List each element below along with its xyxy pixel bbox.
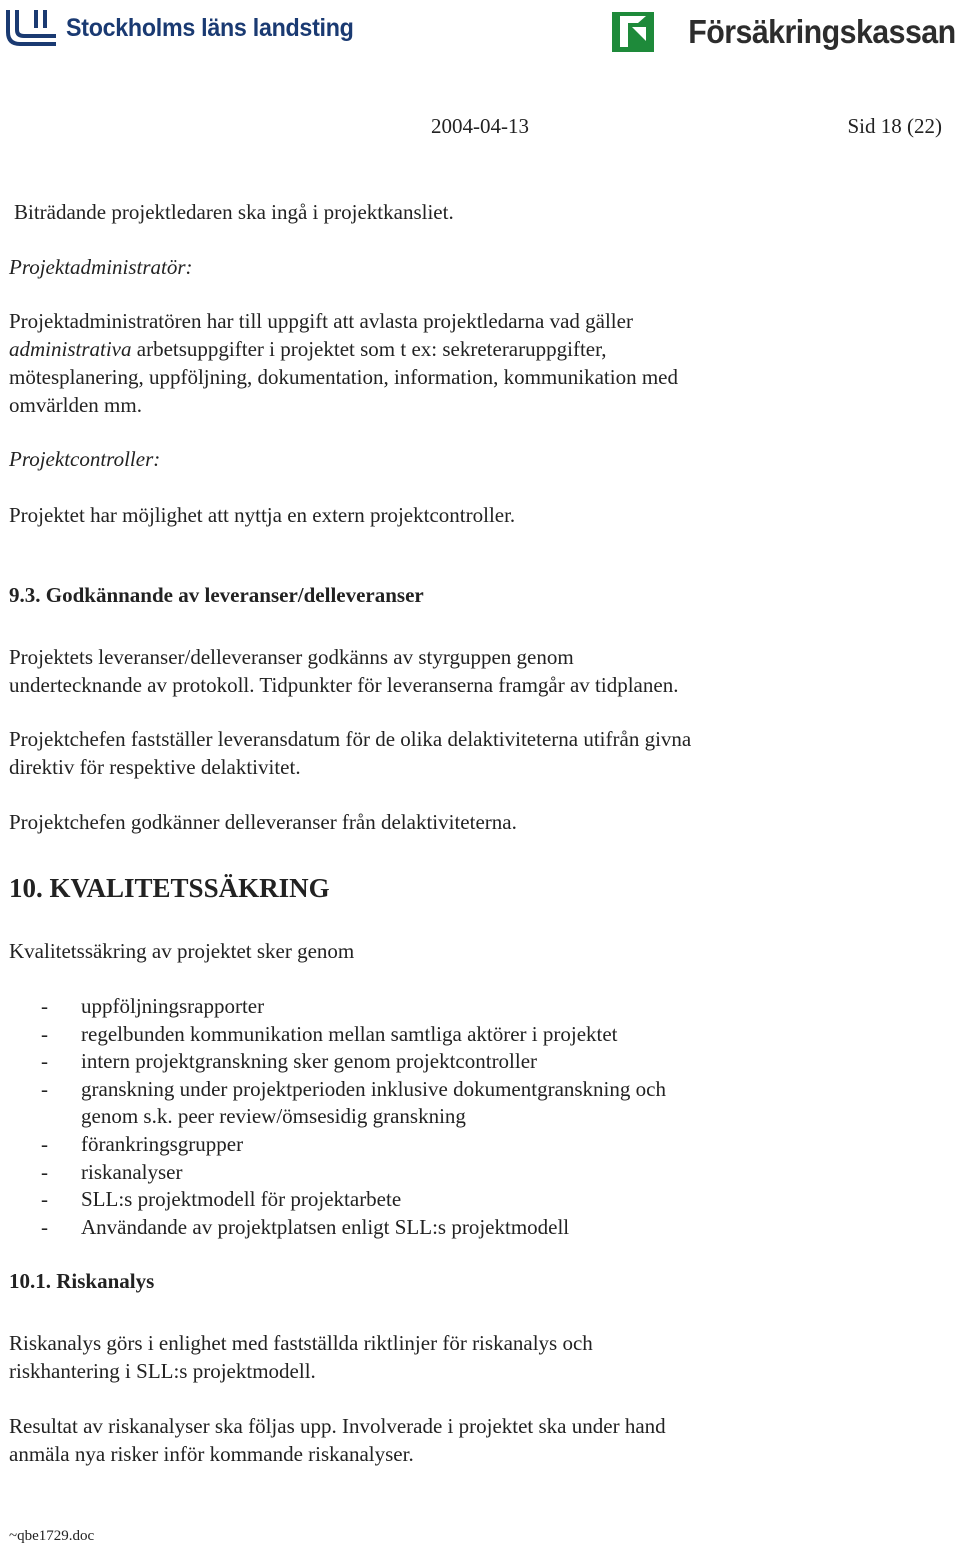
list-item-continuation	[9, 1103, 909, 1131]
text-line: Resultat av riskanalyser ska följas upp. Involverade i projektet ska under hand	[9, 1414, 666, 1438]
paragraph-quality-intro: Kvalitetssäkring av projektet sker genom	[9, 939, 355, 963]
list-dash: -	[41, 1214, 48, 1239]
document-date: 2004-04-13	[431, 114, 529, 138]
paragraph-partial-deliveries: Projektchefen godkänner delleveranser från delaktiviteterna.	[9, 810, 517, 834]
list-item-text: riskanalyser	[81, 1159, 183, 1184]
list-item	[9, 1076, 909, 1104]
list-item	[9, 1131, 909, 1159]
sll-logo	[4, 4, 375, 52]
text-span: arbetsuppgifter i projektet som t ex: sekreteraruppgifter,	[131, 337, 607, 361]
list-dash: -	[41, 1187, 48, 1212]
sll-logo-text: Stockholms läns landsting	[66, 13, 354, 42]
list-item-text: granskning under projektperioden inklusive dokumentgranskning och	[81, 1076, 666, 1101]
paragraph-delivery-dates	[9, 725, 909, 781]
text-line: Projektadministratören har till uppgift att avlasta projektledarna vad gäller	[9, 309, 633, 333]
footer-filename: ~qbe1729.doc	[9, 1528, 95, 1544]
fk-logo-icon	[611, 11, 655, 53]
list-item-text: intern projektgranskning sker genom projektcontroller	[81, 1049, 538, 1074]
paragraph-controller: Projektet har möjlighet att nyttja en extern projektcontroller.	[9, 503, 516, 527]
list-item-text: uppföljningsrapporter	[81, 994, 265, 1018]
list-dash: -	[41, 994, 48, 1018]
list-item-text: förankringsgrupper	[81, 1131, 244, 1156]
text-line: anmäla nya risker inför kommande riskanalyser.	[9, 1442, 414, 1466]
list-item-text: regelbunden kommunikation mellan samtliga aktörer i projektet	[81, 1021, 618, 1046]
heading-10: 10. KVALITETSSÄKRING	[9, 873, 330, 903]
heading-10-1: 10.1. Riskanalys	[9, 1269, 155, 1293]
text-line: omvärlden mm.	[9, 393, 142, 417]
list-item	[9, 1186, 909, 1214]
heading-projektadministrator: Projektadministratör:	[9, 255, 193, 279]
paragraph-assistant-pm: Biträdande projektledaren ska ingå i projektkansliet.	[14, 200, 454, 224]
text-line: mötesplanering, uppföljning, dokumentation, information, kommunikation med	[9, 365, 678, 389]
list-dash: -	[41, 1159, 48, 1184]
paragraph-risk-followup	[9, 1412, 909, 1468]
fk-logo	[611, 8, 956, 56]
list-dash: -	[41, 1131, 48, 1156]
text-line: direktiv för respektive delaktivitet.	[9, 755, 301, 779]
page-number: Sid 18 (22)	[847, 114, 942, 138]
list-item	[9, 1214, 909, 1242]
list-item	[9, 993, 909, 1021]
fk-logo-text: Försäkringskassan	[688, 13, 956, 50]
text-line: Projektets leveranser/delleveranser godkänns av styrguppen genom	[9, 645, 574, 669]
sll-logo-icon	[4, 6, 60, 50]
list-item	[9, 1048, 909, 1076]
list-dash: -	[41, 1021, 48, 1046]
list-item	[9, 1021, 909, 1049]
text-line: riskhantering i SLL:s projektmodell.	[9, 1359, 316, 1383]
list-dash: -	[41, 1076, 48, 1101]
paragraph-approval	[9, 643, 909, 699]
text-line: undertecknande av protokoll. Tidpunkter för leveranserna framgår av tidplanen.	[9, 673, 679, 697]
paragraph-admin-role	[9, 307, 909, 419]
quality-assurance-list	[9, 993, 909, 1241]
list-item-text: genom s.k. peer review/ömsesidig granskning	[81, 1104, 466, 1129]
text-line: Riskanalys görs i enlighet med fastställda riktlinjer för riskanalys och	[9, 1331, 593, 1355]
paragraph-risk-analysis	[9, 1329, 909, 1385]
text-line	[9, 335, 909, 363]
heading-9-3: 9.3. Godkännande av leveranser/delleveranser	[9, 583, 424, 607]
italic-word: administrativa	[9, 337, 132, 361]
list-item	[9, 1159, 909, 1187]
list-item-text: Användande av projektplatsen enligt SLL:s projektmodell	[81, 1214, 570, 1239]
list-item-text: SLL:s projektmodell för projektarbete	[81, 1187, 402, 1212]
heading-projektcontroller: Projektcontroller:	[9, 447, 161, 471]
text-line: Projektchefen fastställer leveransdatum för de olika delaktiviteterna utifrån givna	[9, 727, 692, 751]
list-dash: -	[41, 1049, 48, 1074]
